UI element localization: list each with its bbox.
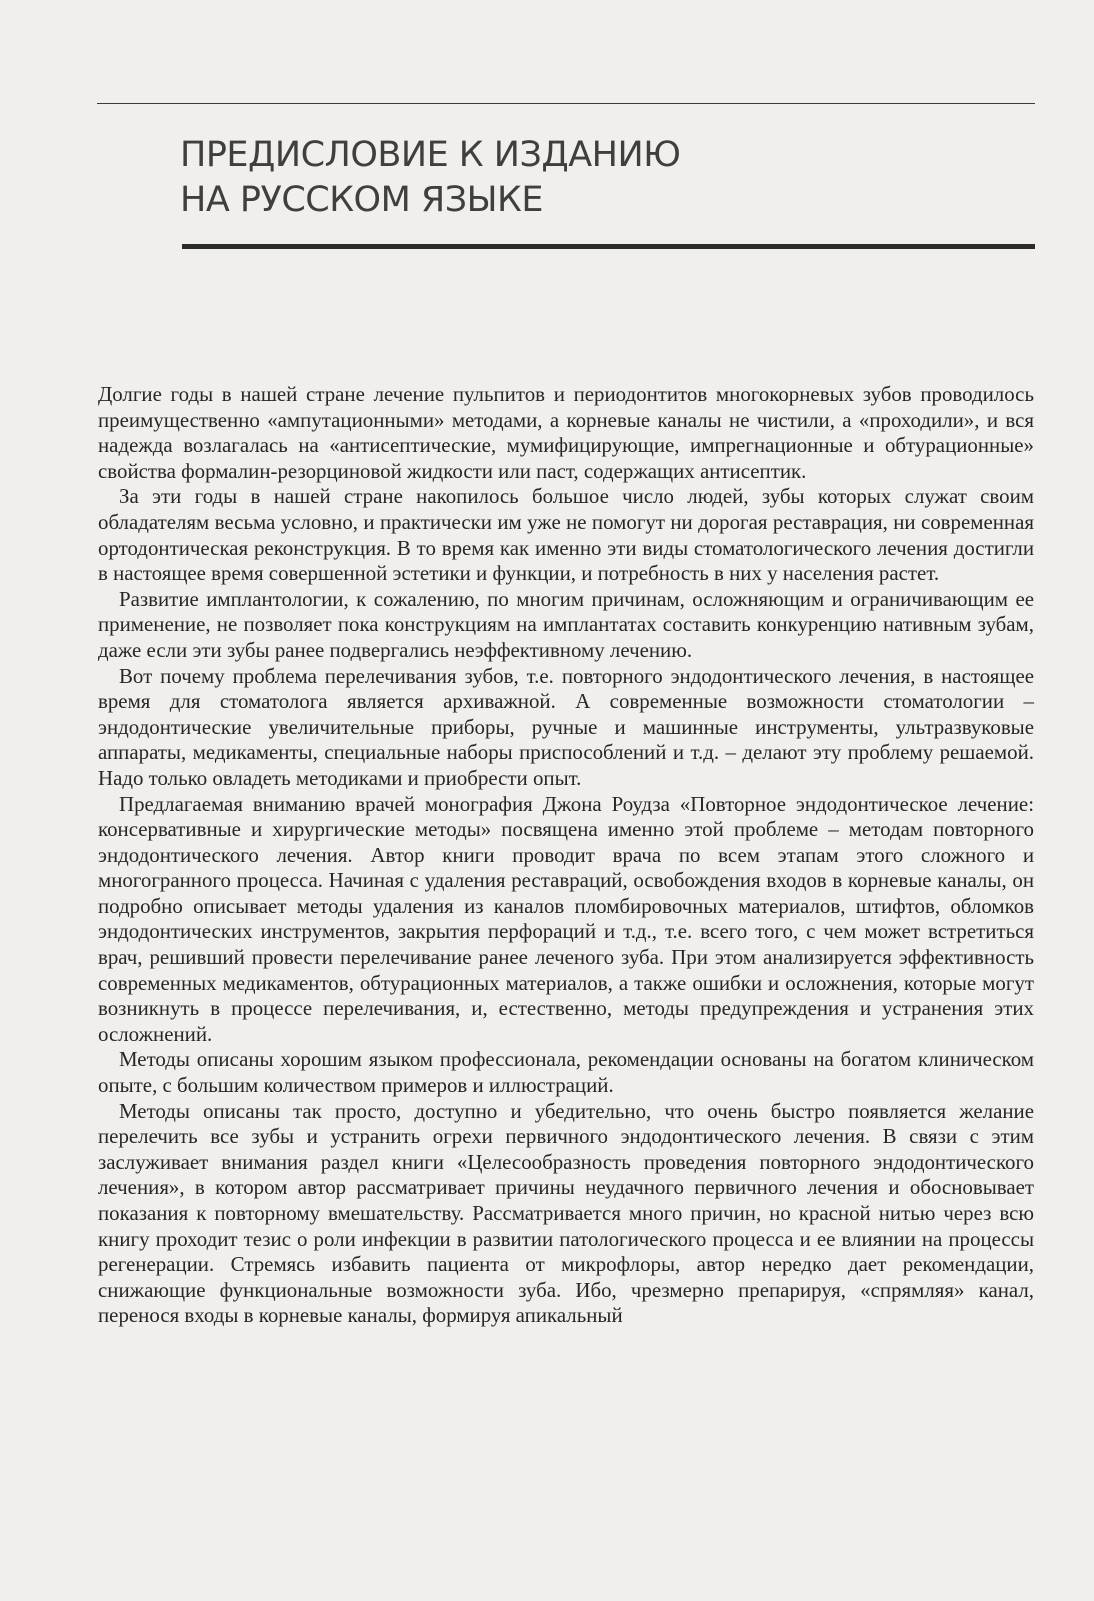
chapter-title [180, 133, 1040, 223]
chapter-title-line-2: НА РУССКОМ ЯЗЫКЕ [180, 180, 544, 220]
paragraph: Вот почему проблема перелечивания зубов, т.е. повторного эндодонтического лечения, в настоящее время для стоматолога является архиважной. А современные возможности стоматологии – эндодонтические увеличительные приборы, ручные и машинные инструменты, ультразвуковые аппараты, медикаменты, специальные наборы приспособлений и т.д. – делают эту проблему решаемой. Надо только овладеть методиками и приобрести опыт. [98, 663, 1034, 790]
paragraph: Методы описаны так просто, доступно и убедительно, что очень быстро появляется желание перелечить все зубы и устранить огрехи первичного эндодонтического лечения. В связи с этим заслуживает внимания раздел книги «Целесообразность проведения повторного эндодонтического лечения», в котором автор рассматривает причины неудачного первичного лечения и обосновывает показания к повторному вмешательству. Рассматривается много причин, но красной нитью через всю книгу проходит тезис о роли инфекции в развитии патологического процесса и ее влиянии на процессы регенерации. Стремясь избавить пациента от микрофлоры, автор нередко дает рекомендации, снижающие функциональные возможности зуба. Ибо, чрезмерно препарируя, «спрямляя» канал, перенося входы в корневые каналы, формируя апикальный [98, 1098, 1034, 1328]
paragraph: Методы описаны хорошим языком профессионала, рекомендации основаны на богатом клиническом опыте, с большим количеством примеров и иллюстраций. [98, 1047, 1034, 1098]
paragraph: Долгие годы в нашей стране лечение пульпитов и периодонтитов многокорневых зубов проводилось преимущественно «ампутационными» методами, а корневые каналы не чистили, а «проходили», и вся надежда возлагалась на «антисептические, мумифицирующие, импрегнационные и обтурационные» свойства формалин-резорциновой жидкости или паст, содержащих антисептик. [98, 382, 1034, 483]
paragraph: Предлагаемая вниманию врачей монография Джона Роудза «Повторное эндодонтическое лечение: консервативные и хирургические методы» посвящена именно этой проблеме – методам повторного эндодонтического лечения. Автор книги проводит врача по всем этапам этого сложного и многогранного процесса. Начиная с удаления реставраций, освобождения входов в корневые каналы, он подробно описывает методы удаления из каналов пломбировочных материалов, штифтов, обломков эндодонтических инструментов, закрытия перфораций и т.д., т.е. всего того, с чем может встретиться врач, решивший провести перелечивание ранее леченого зуба. При этом анализируется эффективность современных медикаментов, обтурационных материалов, а также ошибки и осложнения, которые могут возникнуть в процессе перелечивания, и, естественно, методы предупреждения и устранения этих осложнений. [98, 791, 1034, 1046]
chapter-title-line-1: ПРЕДИСЛОВИЕ К ИЗДАНИЮ [180, 135, 681, 175]
title-underline-rule [182, 244, 1035, 249]
body-text [98, 382, 1034, 1329]
paragraph: Развитие имплантологии, к сожалению, по многим причинам, осложняющим и ограничивающим ее применение, не позволяет пока конструкциям на имплантатах составить конкуренцию нативным зубам, даже если эти зубы ранее подвергались неэффективному лечению. [98, 586, 1034, 662]
paragraph: За эти годы в нашей стране накопилось большое число людей, зубы которых служат своим обладателям весьма условно, и практически им уже не помогут ни дорогая реставрация, ни современная ортодонтическая реконструкция. В то время как именно эти виды стоматологического лечения достигли в настоящее время совершенной эстетики и функции, и потребность в них у населения растет. [98, 484, 1034, 586]
header-rule [97, 103, 1035, 104]
